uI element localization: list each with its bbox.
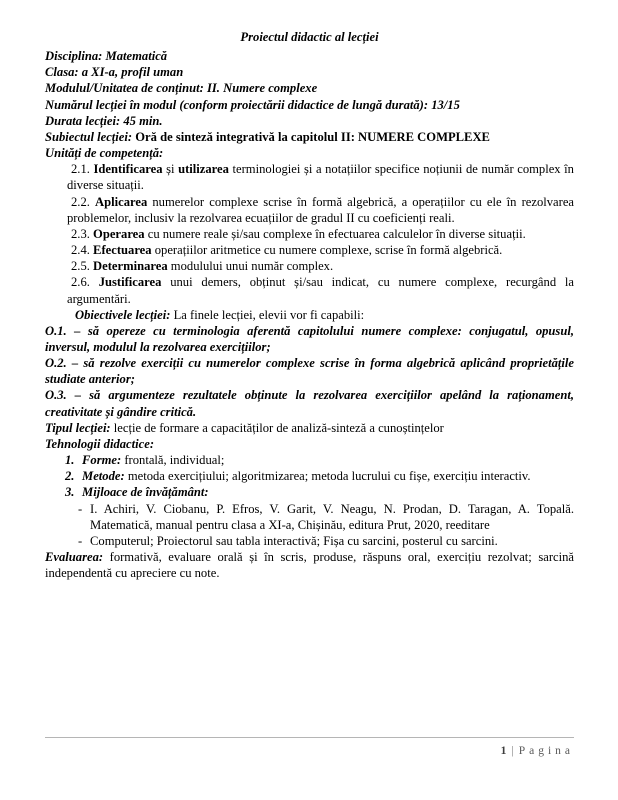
item-number: 2. (65, 469, 75, 484)
tehnologii-item-forme: 1. Forme: frontală, individual; (65, 453, 225, 468)
tehnologii-heading: Tehnologii didactice: (45, 436, 155, 451)
evaluarea-paragraph: Evaluarea: formativă, evaluare orală și în scris, produse, răspuns oral, exercițiu rezolvat; sarcină independentă cu apreciere cu note. (45, 550, 574, 581)
competenta-item-2-3: 2.3. Operarea cu numere reale și/sau complexe în efectuarea calculelor în diverse situații. (71, 226, 526, 241)
obiectiv-o3: O.3. – să argumenteze rezultatele obținute la rezolvarea exercițiilor apelând la raționament, creativitate și gândire critică. (45, 388, 574, 419)
tipul-lectiei: Tipul lecției: lecție de formare a capacităților de analiză-sinteză a cunoștințelor (45, 420, 444, 435)
obiectiv-o2: O.2. – să rezolve exerciții cu numerelor complexe scrise în forma algebrică aplicând proprietățile studiate anterior; (45, 356, 574, 387)
meta-subiectul (45, 129, 574, 145)
page-footer (45, 737, 574, 759)
resource-item-manual: - I. Achiri, V. Ciobanu, P. Efros, V. Garit, V. Neagu, N. Prodan, D. Taragan, A. Topală. Matematică, manual pentru clasa a XI-a, Chișinău, editura Prut, 2020, reeditare (78, 501, 574, 532)
meta-numarul: Numărul lecției în modul (conform proiectării didactice de lungă durată): 13/15 (45, 97, 460, 112)
tipul-label: Tipul lecției: (45, 420, 111, 435)
subiectul-label: Subiectul lecției: (45, 129, 133, 144)
meta-durata: Durata lecției: 45 min. (45, 113, 163, 128)
page-title: Proiectul didactic al lecției (240, 30, 379, 44)
tehnologii-item-metode: 2. Metode: metoda exercițiului; algoritmizarea; metoda lucrului cu fișe, exercițiu interactiv. (65, 469, 531, 484)
competenta-item-2-4: 2.4. Efectuarea operațiilor aritmetice cu numere complexe, scrise în formă algebrică. (71, 243, 503, 258)
competenta-item-2-6: 2.6. Justificarea unui demers, obținut și/sau indicat, cu numere complexe, recurgând la argumentări. (67, 275, 574, 306)
document-content (45, 29, 574, 581)
obiectiv-o1: O.1. – să opereze cu terminologia aferentă capitolului numere complexe: conjugatul, opusul, inversul, modulul la rezolvarea exercițiilor; (45, 323, 574, 354)
competenta-item-2-2: 2.2. Aplicarea numerelor complexe scrise în formă algebrică, a operațiilor cu ele în rezolvarea problemelor, inclusiv la rezolvarea ecuațiilor de gradul II cu coeficienți reali. (67, 194, 574, 225)
evaluarea-label: Evaluarea: (45, 550, 104, 564)
meta-modulul: Modulul/Unitatea de conținut: II. Numere complexe (45, 81, 318, 96)
meta-disciplina: Disciplina: Matematică (45, 49, 168, 64)
resource-item-echipament: - Computerul; Proiectorul sau tabla interactivă; Fișa cu sarcini, posterul cu sarcini. (78, 533, 498, 548)
dash-bullet: - (78, 501, 83, 516)
meta-clasa: Clasa: a XI-a, profil uman (45, 65, 184, 80)
item-number: 3. (65, 485, 75, 500)
page-number: 1 (500, 745, 507, 757)
footer-page-label: Pagina (518, 745, 574, 757)
subiectul-value: Oră de sinteză integrativă la capitolul II: NUMERE COMPLEXE (132, 129, 490, 144)
obiective-intro: Obiectivele lecției: La finele lecției, elevii vor fi capabili: (75, 307, 365, 322)
competenta-item-2-5: 2.5. Determinarea modulului unui număr complex. (71, 259, 334, 274)
item-number: 1. (65, 453, 75, 468)
dash-bullet: - (78, 533, 83, 548)
footer-separator: | (511, 745, 514, 757)
item-label: Metode: (82, 469, 125, 484)
obiective-label: Obiectivele lecției: (75, 307, 171, 322)
competente-heading: Unități de competență: (45, 146, 164, 161)
competenta-item-2-1: 2.1. Identificarea și utilizarea terminologiei și a notațiilor specifice noțiunii de număr complex în diverse situații. (67, 162, 574, 193)
item-label: Forme: (82, 453, 122, 468)
tehnologii-item-mijloace (65, 484, 574, 500)
item-label: Mijloace de învățământ: (82, 485, 209, 500)
